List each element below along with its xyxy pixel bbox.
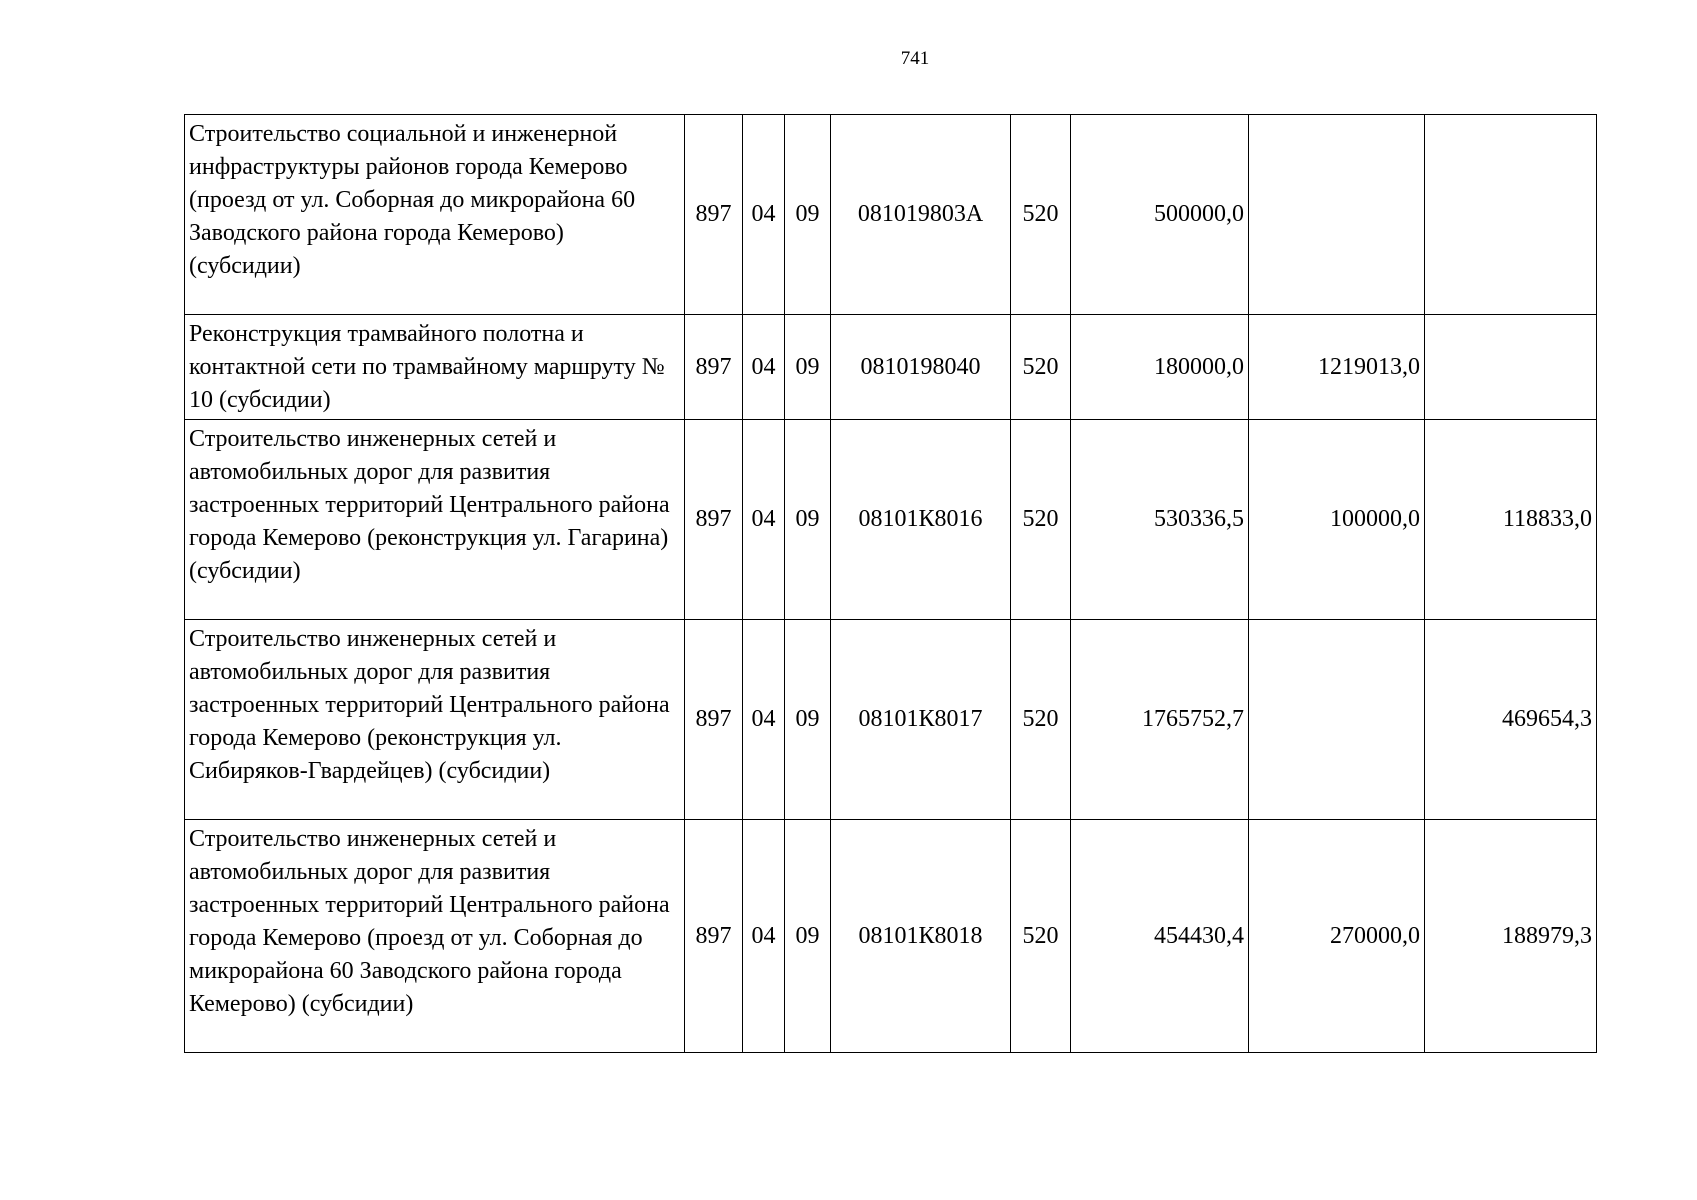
amount-year-1: 530336,5: [1071, 420, 1249, 620]
row-description: Реконструкция трамвайного полотна и контактной сети по трамвайному маршруту № 10 (субсидии): [185, 315, 685, 420]
amount-year-1: 454430,4: [1071, 820, 1249, 1053]
table-row: [185, 620, 1597, 820]
subsection-code: 09: [785, 115, 831, 315]
row-description: Строительство инженерных сетей и автомобильных дорог для развития застроенных территорий Центрального района города Кемерово (проезд от ул. Соборная до микрорайона 60 Заводского района города Кемерово) (субсидии): [185, 820, 685, 1053]
expense-type-code: 520: [1011, 115, 1071, 315]
subsection-code: 09: [785, 820, 831, 1053]
amount-year-1: 500000,0: [1071, 115, 1249, 315]
target-article-code: 081019803А: [831, 115, 1011, 315]
expense-type-code: 520: [1011, 820, 1071, 1053]
amount-year-3: 118833,0: [1425, 420, 1597, 620]
amount-year-3: 469654,3: [1425, 620, 1597, 820]
section-code: 04: [743, 315, 785, 420]
amount-year-1: 180000,0: [1071, 315, 1249, 420]
amount-year-2: 1219013,0: [1249, 315, 1425, 420]
subsection-code: 09: [785, 620, 831, 820]
amount-year-1: 1765752,7: [1071, 620, 1249, 820]
expense-type-code: 520: [1011, 620, 1071, 820]
table-row: [185, 315, 1597, 420]
table-row: [185, 420, 1597, 620]
subsection-code: 09: [785, 420, 831, 620]
amount-year-2: 270000,0: [1249, 820, 1425, 1053]
target-article-code: 0810198040: [831, 315, 1011, 420]
target-article-code: 08101К8018: [831, 820, 1011, 1053]
page-number: 741: [900, 48, 930, 69]
ved-code: 897: [685, 620, 743, 820]
section-code: 04: [743, 115, 785, 315]
ved-code: 897: [685, 315, 743, 420]
table-row: [185, 115, 1597, 315]
amount-year-2: 100000,0: [1249, 420, 1425, 620]
section-code: 04: [743, 820, 785, 1053]
section-code: 04: [743, 420, 785, 620]
budget-table: [184, 114, 1597, 1053]
amount-year-3: [1425, 315, 1597, 420]
expense-type-code: 520: [1011, 420, 1071, 620]
amount-year-3: 188979,3: [1425, 820, 1597, 1053]
row-description: Строительство инженерных сетей и автомобильных дорог для развития застроенных территорий Центрального района города Кемерово (реконструкция ул. Сибиряков-Гвардейцев) (субсидии): [185, 620, 685, 820]
row-description: Строительство инженерных сетей и автомобильных дорог для развития застроенных территорий Центрального района города Кемерово (реконструкция ул. Гагарина) (субсидии): [185, 420, 685, 620]
amount-year-2: [1249, 115, 1425, 315]
row-description: Строительство социальной и инженерной инфраструктуры районов города Кемерово (проезд от ул. Соборная до микрорайона 60 Заводского района города Кемерово) (субсидии): [185, 115, 685, 315]
ved-code: 897: [685, 820, 743, 1053]
table-row: [185, 820, 1597, 1053]
section-code: 04: [743, 620, 785, 820]
target-article-code: 08101К8016: [831, 420, 1011, 620]
target-article-code: 08101К8017: [831, 620, 1011, 820]
amount-year-2: [1249, 620, 1425, 820]
expense-type-code: 520: [1011, 315, 1071, 420]
amount-year-3: [1425, 115, 1597, 315]
ved-code: 897: [685, 420, 743, 620]
subsection-code: 09: [785, 315, 831, 420]
ved-code: 897: [685, 115, 743, 315]
